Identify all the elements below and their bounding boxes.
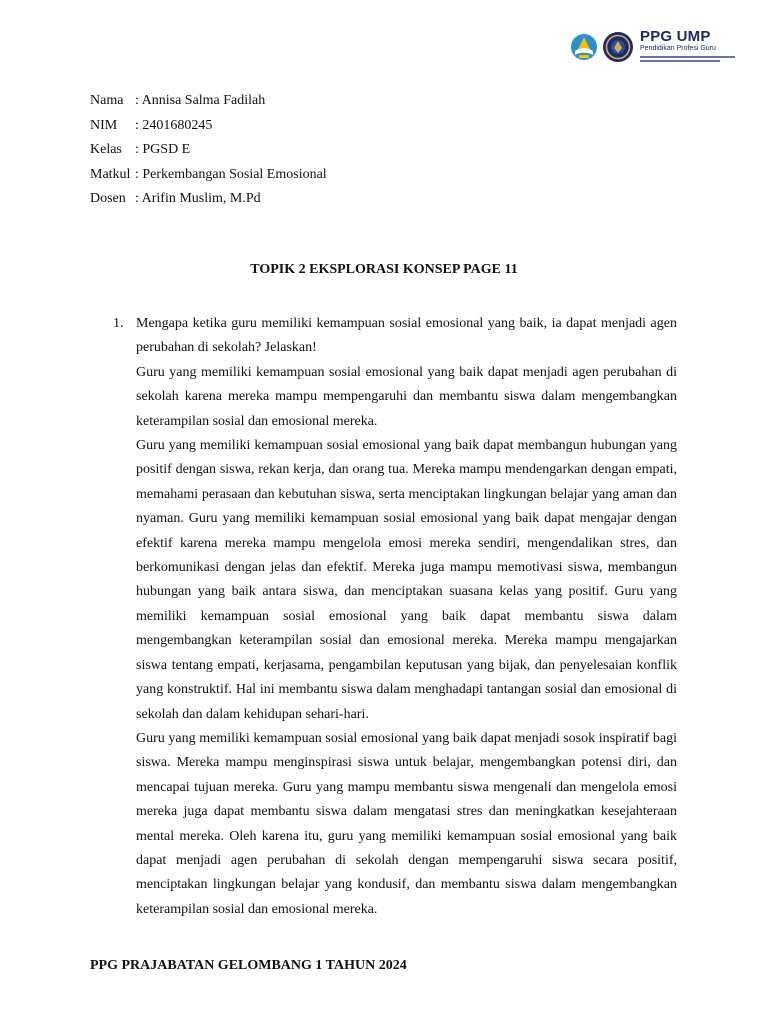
identity-row-nim xyxy=(90,114,327,139)
header-logos xyxy=(570,28,740,68)
page-title: TOPIK 2 EKSPLORASI KONSEP PAGE 11 xyxy=(250,262,518,277)
identity-value: : Perkembangan Sosial Emosional xyxy=(135,166,327,182)
student-identity xyxy=(90,89,327,212)
ppg-ump-title: PPG UMP xyxy=(640,28,711,45)
identity-label: Matkul xyxy=(90,166,131,182)
identity-label: NIM xyxy=(90,117,118,133)
identity-value: : PGSD E xyxy=(135,142,191,157)
page-footer: PPG PRAJABATAN GELOMBANG 1 TAHUN 2024 xyxy=(90,958,407,973)
answer-paragraph: Guru yang memiliki kemampuan sosial emosional yang baik dapat menjadi sosok inspiratif bagi siswa. Mereka mampu menginspirasi siswa untuk belajar, mengembangkan potensi diri, dan mencapai tujuan mereka. Guru yang mampu membantu siswa mengenali dan mengelola emosi mereka juga dapat membantu siswa dalam mengatasi stres dan meningkatkan kesejahteraan mental mereka. Oleh karena itu, guru yang memiliki kemampuan sosial emosional yang baik dapat menjadi agen perubahan di sekolah dengan mempengaruhi siswa secara positif, menciptakan lingkungan belajar yang kondusif, dan membantu siswa dalam mengembangkan keterampilan sosial dan emosional mereka. xyxy=(136,730,677,917)
answer-paragraph: Guru yang memiliki kemampuan sosial emosional yang baik dapat membangun hubungan yang positif dengan siswa, rekan kerja, dan orang tua. Mereka mampu mendengarkan dengan empati, memahami perasaan dan kebutuhan siswa, serta menciptakan lingkungan belajar yang aman dan nyaman. Guru yang memiliki kemampuan sosial emosional yang baik dapat mengajar dengan efektif karena mereka mampu mengelola emosi mereka sendiri, mengendalikan stres, dan berkomunikasi dengan jelas dan efektif. Mereka juga mampu memotivasi siswa, membangun hubungan yang baik antara siswa, dan menciptakan suasana kelas yang positif. Guru yang memiliki kemampuan sosial emosional yang baik dapat membantu siswa dalam mengembangkan keterampilan sosial dan emosional mereka. Mereka mampu mengajarkan siswa tentang empati, kerjasama, pengambilan keputusan yang bijak, dan penyelesaian konflik yang konstruktif. Hal ini membantu siswa dalam menghadapi tantangan sosial dan emosional di sekolah dan dalam kehidupan sehari-hari. xyxy=(136,438,677,722)
ppg-ump-wordmark xyxy=(640,28,745,68)
tut-wuri-handayani-logo-icon xyxy=(570,33,598,63)
identity-label: Nama xyxy=(90,93,124,108)
ump-university-seal-icon xyxy=(602,31,634,63)
ppg-ump-subtitle: Pendidikan Profesi Guru xyxy=(640,45,716,52)
identity-label: Kelas xyxy=(90,142,122,157)
identity-value: : Annisa Salma Fadilah xyxy=(135,93,266,108)
identity-value: : 2401680245 xyxy=(135,117,213,133)
question-number: 1. xyxy=(113,316,124,331)
question-prompt: Mengapa ketika guru memiliki kemampuan sosial emosional yang baik, ia dapat menjadi agen perubahan di sekolah? Jelaskan! xyxy=(136,316,677,356)
question-item xyxy=(113,312,678,922)
identity-row-nama xyxy=(90,89,327,114)
identity-row-matkul xyxy=(90,163,327,188)
logo-fine-print-line xyxy=(640,56,735,58)
logo-fine-print-line xyxy=(640,60,720,62)
question-body xyxy=(136,312,677,922)
identity-row-kelas xyxy=(90,138,327,163)
identity-value: : Arifin Muslim, M.Pd xyxy=(135,191,261,206)
answer-paragraph: Guru yang memiliki kemampuan sosial emosional yang baik dapat menjadi agen perubahan di sekolah karena mereka mampu mempengaruhi dan membantu siswa dalam mengembangkan keterampilan sosial dan emosional mereka. xyxy=(136,364,677,429)
identity-label: Dosen xyxy=(90,191,126,206)
identity-row-dosen xyxy=(90,187,327,212)
